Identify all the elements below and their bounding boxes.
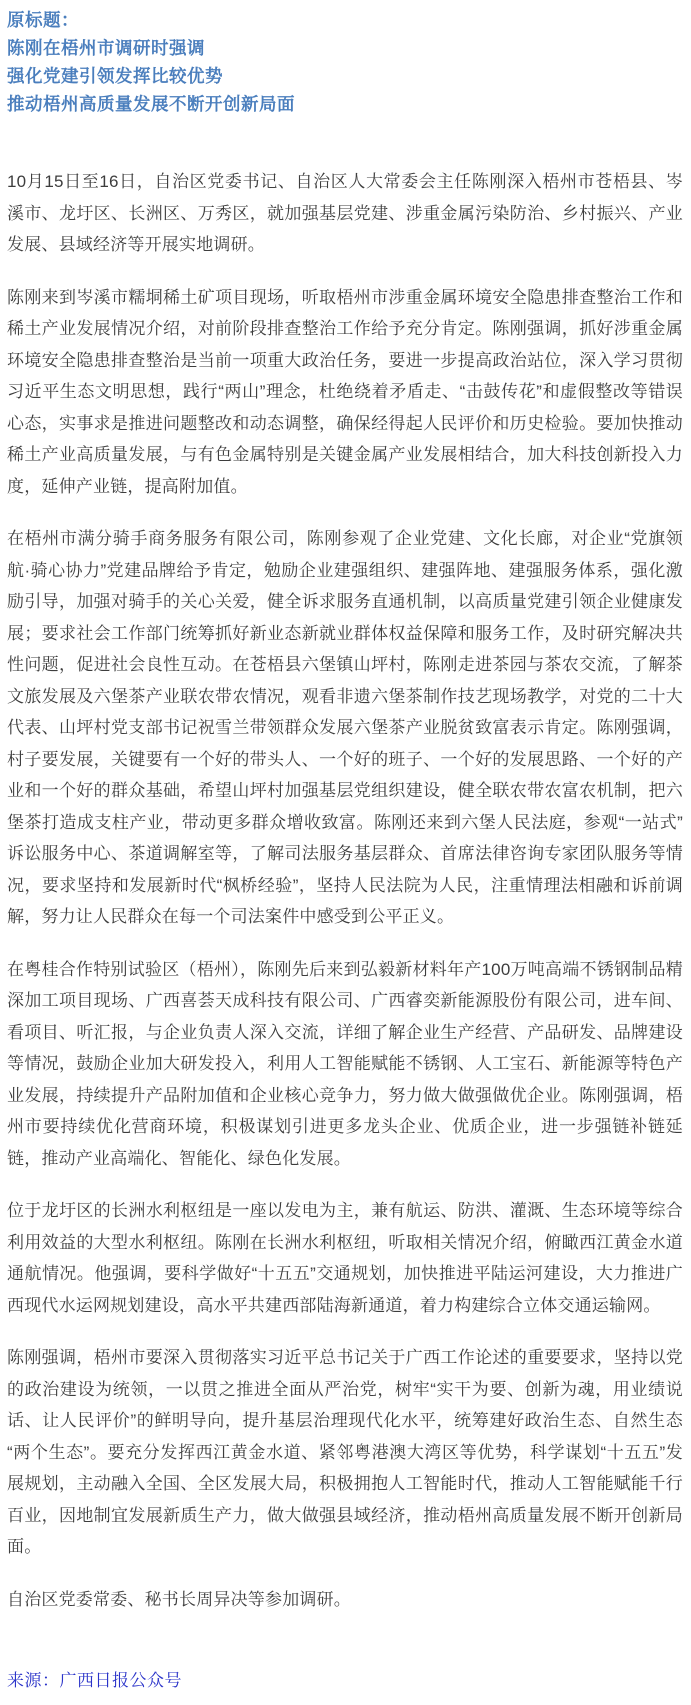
source-line: 来源：广西日报公众号 [7, 1671, 182, 1690]
paragraph-4: 在粤桂合作特别试验区（梧州），陈刚先后来到弘毅新材料年产100万吨高端不锈钢制品精深加工项目现场、广西喜荟天成科技有限公司、广西睿奕新能源股份有限公司，进车间、看项目、听汇报，与企业负责人深入交流，详细了解企业生产经营、产品研发、品牌建设等情况，鼓励企业加大研发投入，利用人工智能赋能不锈钢、人工宝石、新能源等特色产业发展，持续提升产品附加值和企业核心竞争力，努力做大做强做优企业。陈刚强调，梧州市要持续优化营商环境，积极谋划引进更多龙头企业、优质企业，进一步强链补链延链，推动产业高端化、智能化、绿色化发展。 [7, 959, 683, 1168]
title-line-2: 强化党建引领发挥比较优势 [7, 66, 223, 86]
article-body [7, 166, 683, 1615]
title-line-3: 推动梧州高质量发展不断开创新局面 [7, 94, 295, 114]
paragraph-3: 在梧州市满分骑手商务服务有限公司，陈刚参观了企业党建、文化长廊，对企业“党旗领航·骑心协力”党建品牌给予肯定，勉励企业建强组织、建强阵地、建强服务体系，强化激励引导，加强对骑手的关心关爱，健全诉求服务直通机制，以高质量党建引领企业健康发展；要求社会工作部门统筹抓好新业态新就业群体权益保障和服务工作，及时研究解决共性问题，促进社会良性互动。在苍梧县六堡镇山坪村，陈刚走进茶园与茶农交流，了解茶文旅发展及六堡茶产业联农带农情况，观看非遗六堡茶制作技艺现场教学，对党的二十大代表、山坪村党支部书记祝雪兰带领群众发展六堡茶产业脱贫致富表示肯定。陈刚强调，村子要发展，关键要有一个好的带头人、一个好的班子、一个好的发展思路、一个好的产业和一个好的群众基础，希望山坪村加强基层党组织建设，健全联农带农富农机制，把六堡茶打造成支柱产业，带动更多群众增收致富。陈刚还来到六堡人民法庭，参观“一站式”诉讼服务中心、茶道调解室等，了解司法服务基层群众、首席法律咨询专家团队服务等情况，要求坚持和发展新时代“枫桥经验”，坚持人民法院为人民，注重情理法相融和诉前调解，努力让人民群众在每一个司法案件中感受到公平正义。 [7, 529, 683, 926]
original-title-label: 原标题： [7, 10, 79, 30]
paragraph-5: 位于龙圩区的长洲水利枢纽是一座以发电为主，兼有航运、防洪、灌溉、生态环境等综合利用效益的大型水利枢纽。陈刚在长洲水利枢纽，听取相关情况介绍，俯瞰西江黄金水道通航情况。他强调，要科学做好“十五五”交通规划，加快推进平陆运河建设，大力推进广西现代水运网规划建设，高水平共建西部陆海新通道，着力构建综合立体交通运输网。 [7, 1201, 683, 1315]
paragraph-2: 陈刚来到岑溪市糯垌稀土矿项目现场，听取梧州市涉重金属环境安全隐患排查整治工作和稀土产业发展情况介绍，对前阶段排查整治工作给予充分肯定。陈刚强调，抓好涉重金属环境安全隐患排查整治是当前一项重大政治任务，要进一步提高政治站位，深入学习贯彻习近平生态文明思想，践行“两山”理念，杜绝绕着矛盾走、“击鼓传花”和虚假整改等错误心态，实事求是推进问题整改和动态调整，确保经得起人民评价和历史检验。要加快推动稀土产业高质量发展，与有色金属特别是关键金属产业发展相结合，加大科技创新投入力度，延伸产业链，提高附加值。 [7, 287, 683, 496]
paragraph-1: 10月15日至16日，自治区党委书记、自治区人大常委会主任陈刚深入梧州市苍梧县、岑溪市、龙圩区、长洲区、万秀区，就加强基层党建、涉重金属污染防治、乡村振兴、产业发展、县域经济等开展实地调研。 [7, 172, 683, 254]
title-line-1: 陈刚在梧州市调研时强调 [7, 38, 205, 58]
paragraph-7: 自治区党委常委、秘书长周异决等参加调研。 [7, 1589, 351, 1609]
article-footer [7, 1669, 683, 1693]
paragraph-6: 陈刚强调，梧州市要深入贯彻落实习近平总书记关于广西工作论述的重要要求，坚持以党的政治建设为统领，一以贯之推进全面从严治党，树牢“实干为要、创新为魂，用业绩说话、让人民评价”的鲜明导向，提升基层治理现代化水平，统筹建好政治生态、自然生态“两个生态”。要充分发挥西江黄金水道、紧邻粤港澳大湾区等优势，科学谋划“十五五”发展规划，主动融入全国、全区发展大局，积极拥抱人工智能时代，推动人工智能赋能千行百业，因地制宜发展新质生产力，做大做强县域经济，推动梧州高质量发展不断开创新局面。 [7, 1348, 683, 1556]
article-header [7, 6, 683, 118]
